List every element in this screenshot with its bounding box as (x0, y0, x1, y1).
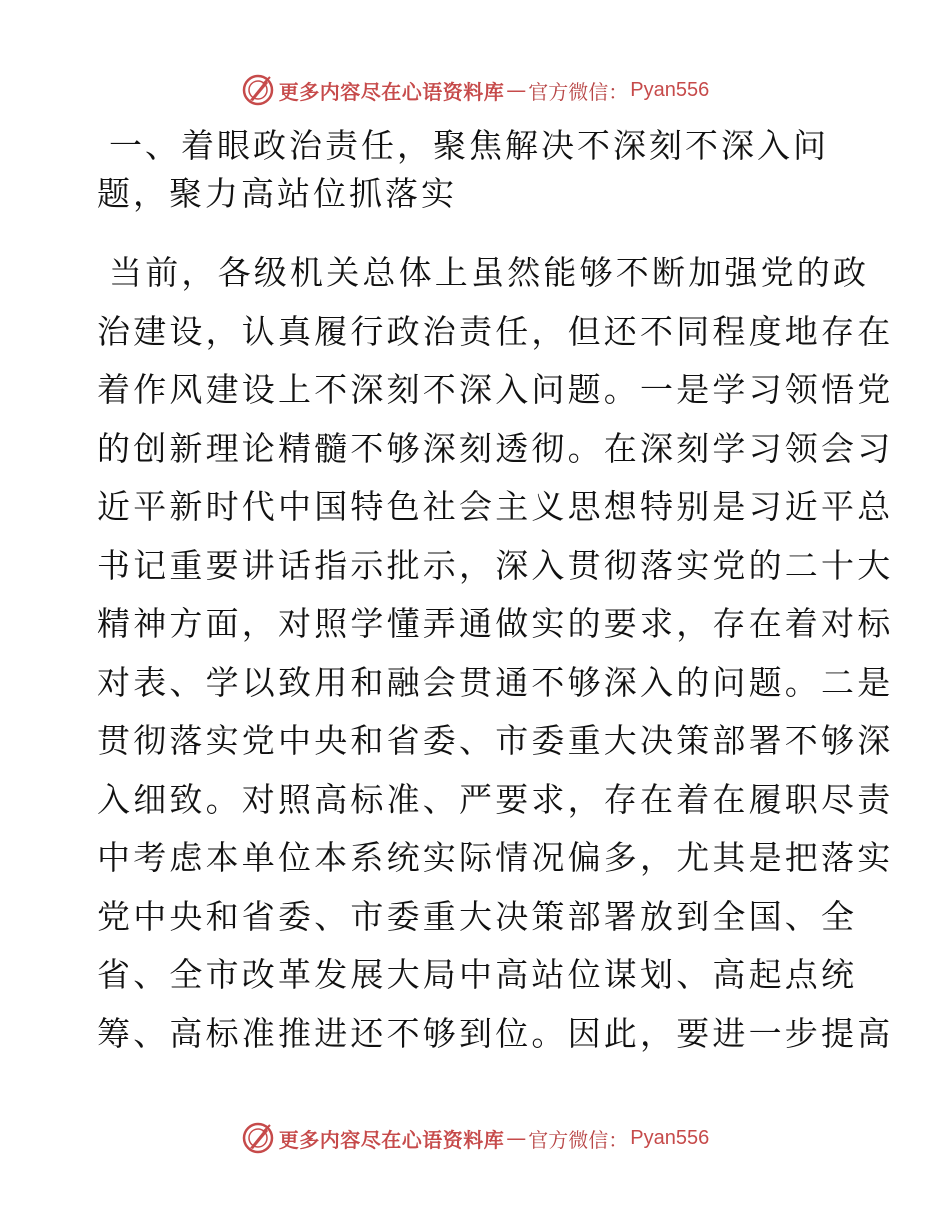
watermark-brand-text: 更多内容尽在心语资料库 (278, 79, 505, 104)
body-line: 党中央和省委、市委重大决策部署放到全国、全 (97, 896, 858, 936)
watermark-wechat-label: 官方微信： (528, 79, 629, 104)
heading-line-1: 一、着眼政治责任，聚焦解决不深刻不深入问 (109, 126, 829, 165)
watermark-brand-text: 更多内容尽在心语资料库 (278, 1127, 505, 1152)
document-content (97, 122, 894, 1063)
body-line: 贯彻落实党中央和省委、市委重大决策部署不够深 (97, 721, 894, 760)
footer-watermark (0, 1118, 950, 1158)
body-line: 省、全市改革发展大局中高站位谋划、高起点统 (97, 955, 858, 994)
heading-line-2: 题，聚力高站位抓落实 (97, 174, 457, 213)
body-line: 入细致。对照高标准、严要求，存在着在履职尽责 (97, 779, 894, 819)
header-watermark (0, 70, 950, 110)
body-line: 筹、高标准推进还不够到位。因此，要进一步提高 (97, 1013, 894, 1053)
body-line: 着作风建设上不深刻不深入问题。一是学习领悟党 (97, 370, 894, 409)
watermark-dash: — (506, 1126, 527, 1150)
body-line: 精神方面，对照学懂弄通做实的要求，存在着对标 (97, 604, 894, 643)
watermark-wechat-id: Pyan556 (630, 1126, 710, 1149)
body-line: 中考虑本单位本系统实际情况偏多，尤其是把落实 (97, 838, 894, 877)
body-line: 治建设，认真履行政治责任，但还不同程度地存在 (97, 311, 894, 351)
watermark-wechat-id: Pyan556 (630, 78, 710, 101)
section-heading (97, 122, 857, 218)
watermark-dash: — (506, 78, 527, 102)
body-line: 近平新时代中国特色社会主义思想特别是习近平总 (97, 487, 894, 526)
body-line: 当前，各级机关总体上虽然能够不断加强党的政 (109, 253, 870, 292)
watermark-wechat-label: 官方微信： (528, 1127, 629, 1152)
quill-pen-logo-icon (241, 73, 275, 107)
body-line: 对表、学以致用和融会贯通不够深入的问题。二是 (97, 662, 894, 702)
quill-pen-logo-icon (241, 1121, 275, 1155)
body-line: 的创新理论精髓不够深刻透彻。在深刻学习领会习 (97, 428, 894, 468)
body-line: 书记重要讲话指示批示，深入贯彻落实党的二十大 (97, 545, 894, 585)
body-paragraph (97, 244, 894, 1063)
